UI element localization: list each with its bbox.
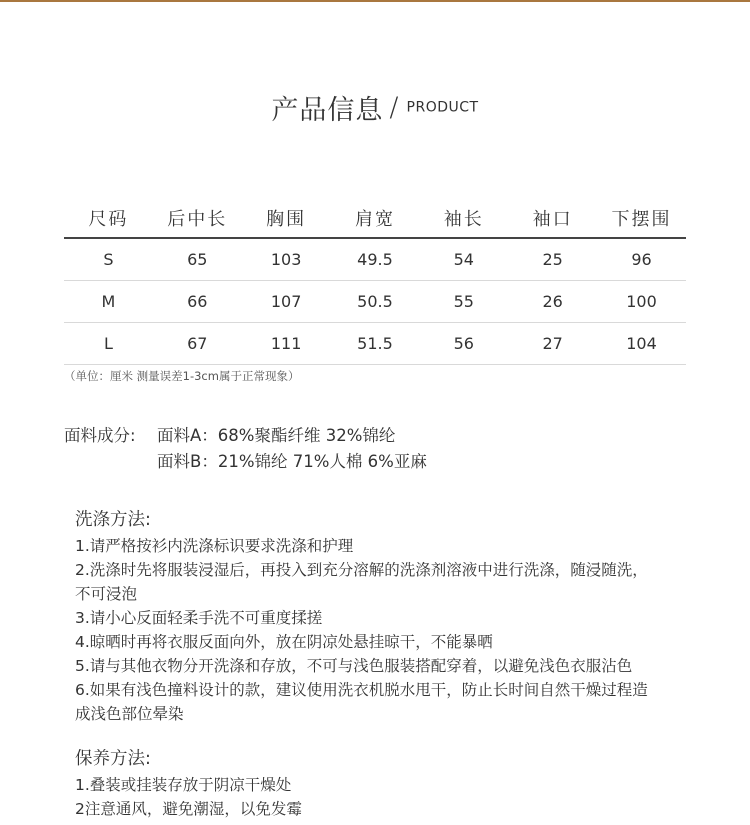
table-cell: 65 bbox=[153, 238, 242, 281]
care-heading: 保养方法: bbox=[75, 749, 151, 769]
page-title bbox=[0, 88, 750, 127]
measurement-note: （单位：厘米 测量误差1-3cm属于正常现象） bbox=[64, 369, 300, 383]
table-row bbox=[64, 281, 686, 323]
table-cell: 55 bbox=[419, 281, 508, 323]
table-cell: 27 bbox=[508, 323, 597, 365]
header-chest: 胸围 bbox=[242, 199, 331, 238]
washing-line: 2.洗涤时先将服装浸湿后，再投入到充分溶解的洗涤剂溶液中进行洗涤，随浸随洗， bbox=[75, 561, 648, 579]
header-hem: 下摆围 bbox=[597, 199, 686, 238]
table-row bbox=[64, 238, 686, 281]
care-line: 1.叠装或挂装存放于阴凉干燥处 bbox=[75, 776, 292, 794]
washing-heading: 洗涤方法: bbox=[75, 510, 151, 530]
washing-line: 4.晾晒时再将衣服反面向外，放在阴凉处悬挂晾干，不能暴晒 bbox=[75, 633, 493, 651]
header-back-length: 后中长 bbox=[153, 199, 242, 238]
fabric-line: 面料B：21%锦纶 71%人棉 6%亚麻 bbox=[157, 452, 427, 471]
header-size: 尺码 bbox=[64, 199, 153, 238]
top-accent-bar bbox=[0, 0, 750, 2]
table-cell: 66 bbox=[153, 281, 242, 323]
table-cell: 56 bbox=[419, 323, 508, 365]
table-cell: 107 bbox=[242, 281, 331, 323]
washing-line: 1.请严格按衫内洗涤标识要求洗涤和护理 bbox=[75, 537, 354, 555]
header-cuff: 袖口 bbox=[508, 199, 597, 238]
title-slash: / bbox=[389, 92, 399, 123]
washing-line: 6.如果有浅色撞料设计的款，建议使用洗衣机脱水甩干，防止长时间自然干燥过程造 bbox=[75, 681, 648, 699]
table-cell: 111 bbox=[242, 323, 331, 365]
fabric-composition bbox=[64, 423, 427, 475]
table-cell: 26 bbox=[508, 281, 597, 323]
title-english: PRODUCT bbox=[406, 99, 479, 116]
table-cell: 25 bbox=[508, 238, 597, 281]
table-cell: 100 bbox=[597, 281, 686, 323]
care-line: 2注意通风，避免潮湿，以免发霉 bbox=[75, 800, 302, 818]
washing-line: 5.请与其他衣物分开洗涤和存放，不可与浅色服装搭配穿着，以避免浅色衣服沾色 bbox=[75, 657, 633, 675]
table-cell: L bbox=[64, 323, 153, 365]
table-cell: S bbox=[64, 238, 153, 281]
fabric-label: 面料成分: bbox=[64, 426, 136, 445]
table-cell: 51.5 bbox=[331, 323, 420, 365]
header-sleeve-length: 袖长 bbox=[419, 199, 508, 238]
size-table-header-row bbox=[64, 199, 686, 238]
header-shoulder: 肩宽 bbox=[331, 199, 420, 238]
title-chinese: 产品信息 bbox=[271, 95, 384, 126]
table-cell: 104 bbox=[597, 323, 686, 365]
washing-line: 成浅色部位晕染 bbox=[75, 705, 184, 723]
care-instructions bbox=[75, 747, 302, 821]
table-cell: M bbox=[64, 281, 153, 323]
table-cell: 50.5 bbox=[331, 281, 420, 323]
washing-line: 不可浸泡 bbox=[75, 585, 138, 603]
table-row bbox=[64, 323, 686, 365]
size-table bbox=[64, 199, 686, 365]
washing-instructions bbox=[75, 508, 715, 726]
table-cell: 103 bbox=[242, 238, 331, 281]
table-cell: 96 bbox=[597, 238, 686, 281]
table-cell: 49.5 bbox=[331, 238, 420, 281]
table-cell: 54 bbox=[419, 238, 508, 281]
fabric-line: 面料A：68%聚酯纤维 32%锦纶 bbox=[157, 426, 396, 445]
washing-line: 3.请小心反面轻柔手洗不可重度揉搓 bbox=[75, 609, 323, 627]
table-cell: 67 bbox=[153, 323, 242, 365]
